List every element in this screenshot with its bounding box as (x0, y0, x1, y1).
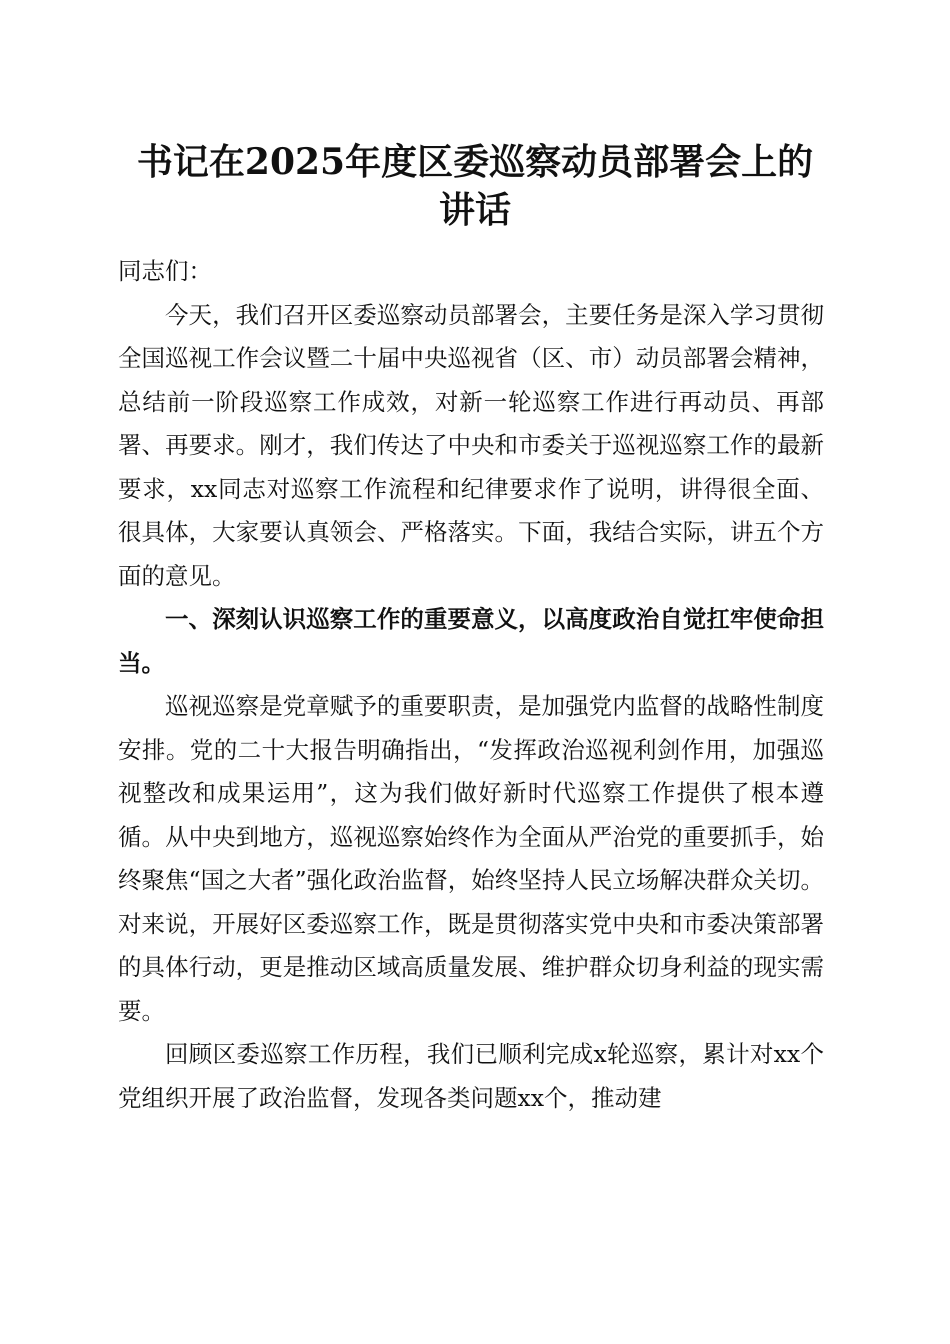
paragraph-intro: 今天，我们召开区委巡察动员部署会，主要任务是深入学习贯彻全国巡视工作会议暨二十届中央巡视省（区、市）动员部署会精神，总结前一阶段巡察工作成效，对新一轮巡察工作进行再动员、再部署、再要求。刚才，我们传达了中央和市委关于巡视巡察工作的最新要求，xx同志对巡察工作流程和纪律要求作了说明，讲得很全面、很具体，大家要认真领会、严格落实。下面，我结合实际，讲五个方面的意见。 (118, 300, 824, 590)
document-body (118, 250, 824, 1120)
document-title: 书记在2025年度区委巡察动员部署会上的讲话 (136, 141, 814, 231)
section-heading-1: 一、深刻认识巡察工作的重要意义，以高度政治自觉扛牢使命担当。 (118, 605, 824, 677)
paragraph-review: 回顾区委巡察工作历程，我们已顺利完成x轮巡察，累计对xx个党组织开展了政治监督，发现各类问题xx个，推动建 (118, 1040, 824, 1112)
paragraph-significance: 巡视巡察是党章赋予的重要职责，是加强党内监督的战略性制度安排。党的二十大报告明确指出，“发挥政治巡视利剑作用，加强巡视整改和成果运用”，这为我们做好新时代巡察工作提供了根本遵循。从中央到地方，巡视巡察始终作为全面从严治党的重要抓手，始终聚焦“国之大者”强化政治监督，始终坚持人民立场解决群众关切。对来说，开展好区委巡察工作，既是贯彻落实党中央和市委决策部署的具体行动，更是推动区域高质量发展、维护群众切身利益的现实需要。 (118, 692, 824, 1025)
salutation: 同志们： (118, 257, 212, 285)
